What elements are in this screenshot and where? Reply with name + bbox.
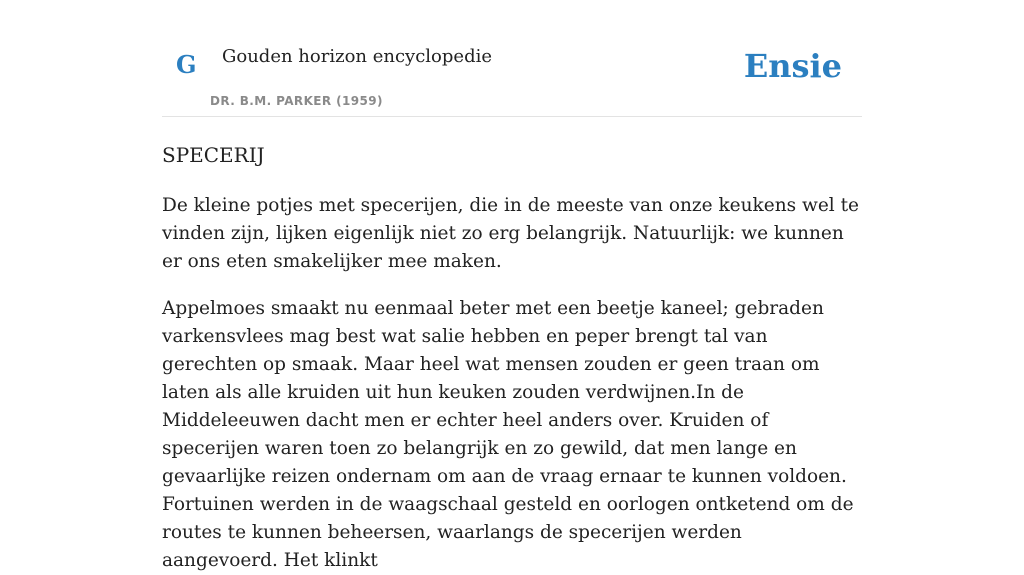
book-logo-icon[interactable]: G (176, 50, 197, 79)
article-paragraph: De kleine potjes met specerijen, die in de meeste van onze keukens wel te vinden zijn, lijken eigenlijk niet zo erg belangrijk. Natuurlijk: we kunnen er ons eten smakelijker mee maken. (162, 195, 859, 272)
article-title: SPECERIJ (162, 143, 265, 167)
ensie-logo-link[interactable]: Ensie (743, 47, 842, 85)
book-author: DR. B.M. PARKER (1959) (210, 94, 383, 108)
article (162, 140, 862, 575)
book-title-link[interactable]: Gouden horizon encyclopedie (222, 46, 492, 67)
header (162, 0, 862, 117)
article-paragraph: Appelmoes smaakt nu eenmaal beter met een beetje kaneel; gebraden varkensvlees mag best wat salie hebben en peper brengt tal van gerechten op smaak. Maar heel wat mensen zouden er geen traan om laten als alle kruiden uit hun keuken zouden verdwijnen.In de Middeleeuwen dacht men er echter heel anders over. Kruiden of specerijen waren toen zo belangrijk en zo gewild, dat men lange en gevaarlijke reizen ondernam om aan de vraag ernaar te kunnen voldoen. Fortuinen werden in de waagschaal gesteld en oorlogen ontketend om de routes te kunnen beheersen, waarlangs de specerijen werden aangevoerd. Het klinkt (162, 298, 854, 571)
